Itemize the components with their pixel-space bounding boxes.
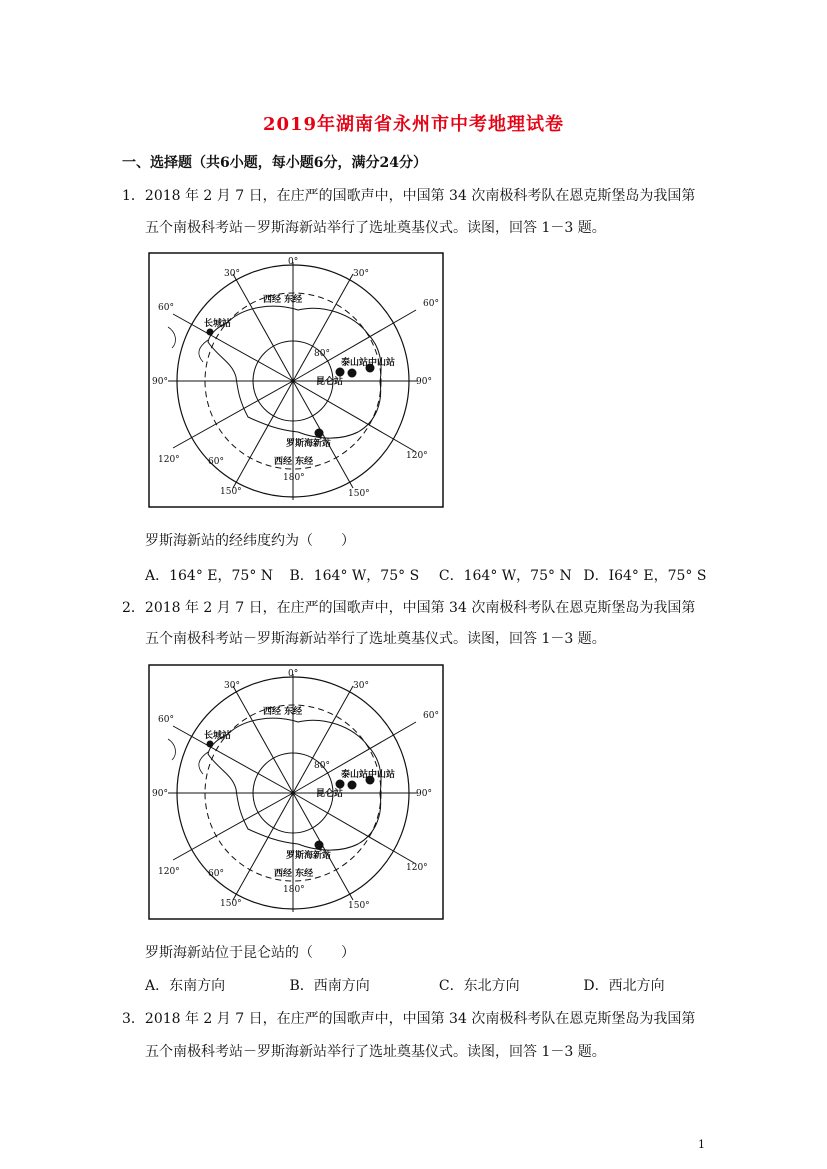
kunlun-station-dot xyxy=(336,368,345,377)
label-west-east-bottom: 西经 东经 xyxy=(274,869,314,879)
label-lat80: 80° xyxy=(314,349,330,359)
taishan-station-dot xyxy=(348,781,357,790)
label-west-east-top: 西经 东经 xyxy=(263,707,303,717)
label-60w: 60° xyxy=(158,303,174,313)
label-0: 0° xyxy=(288,257,299,267)
label-30w: 30° xyxy=(224,681,240,691)
antarctica-map-2 xyxy=(148,664,444,920)
label-120e: 120° xyxy=(406,863,428,873)
label-90w: 90° xyxy=(152,789,168,799)
label-150w: 150° xyxy=(220,899,242,909)
label-west-east-top: 西经 东经 xyxy=(263,295,303,305)
q2-option-b[interactable]: B．西南方向 xyxy=(289,978,370,994)
changcheng-station-dot xyxy=(207,741,214,748)
label-changcheng: 长城站 xyxy=(204,319,232,329)
q1-stem-line2: 五个南极科考站－罗斯海新站举行了选址奠基仪式。读图，回答 1－3 题。 xyxy=(145,220,606,236)
q2-option-a[interactable]: A．东南方向 xyxy=(145,978,226,994)
q1-option-a[interactable]: A．164° E，75° N xyxy=(145,568,274,584)
antarctica-map-svg xyxy=(148,252,444,508)
q2-option-d[interactable]: D．西北方向 xyxy=(583,978,665,994)
q1-option-b[interactable]: B．164° W，75° S xyxy=(289,568,420,584)
label-rossi: 罗斯海新站 xyxy=(286,851,332,861)
label-90w: 90° xyxy=(152,377,168,387)
kunlun-station-dot xyxy=(336,780,345,789)
label-120w: 120° xyxy=(158,867,180,877)
label-120e: 120° xyxy=(406,451,428,461)
q1-option-c[interactable]: C．164° W，75° N xyxy=(438,568,572,584)
label-60e: 60° xyxy=(423,299,439,309)
label-west-east-bottom: 西经 东经 xyxy=(274,457,314,467)
q3-stem-line1: 3．2018 年 2 月 7 日，在庄严的国歌声中，中国第 34 次南极科考队在恩克斯堡岛为我国第 xyxy=(122,1011,696,1027)
label-30e: 30° xyxy=(353,681,369,691)
label-30e: 30° xyxy=(353,269,369,279)
q2-stem-line2: 五个南极科考站－罗斯海新站举行了选址奠基仪式。读图，回答 1－3 题。 xyxy=(145,631,606,647)
taishan-station-dot xyxy=(348,369,357,378)
label-lat80: 80° xyxy=(314,761,330,771)
q1-stem-line1: 1．2018 年 2 月 7 日，在庄严的国歌声中，中国第 34 次南极科考队在恩克斯堡岛为我国第 xyxy=(122,188,696,204)
q2-stem-line1: 2．2018 年 2 月 7 日，在庄严的国歌声中，中国第 34 次南极科考队在恩克斯堡岛为我国第 xyxy=(122,600,696,616)
rossi-station-dot xyxy=(315,429,324,438)
label-60w: 60° xyxy=(158,715,174,725)
q2-sub: 罗斯海新站位于昆仑站的（ ） xyxy=(145,945,355,961)
label-taishan: 泰山站 xyxy=(341,770,369,780)
label-taishan: 泰山站 xyxy=(341,358,369,368)
page-number: 1 xyxy=(698,1138,705,1151)
q1-options xyxy=(145,565,706,585)
section-heading: 一、选择题（共6小题，每小题6分，满分24分） xyxy=(122,155,427,171)
label-kunlun: 昆仑站 xyxy=(316,377,344,387)
label-kunlun: 昆仑站 xyxy=(316,789,344,799)
antarctica-map-svg xyxy=(148,664,444,920)
q2-options xyxy=(145,975,665,995)
q2-option-c[interactable]: C．东北方向 xyxy=(438,978,520,994)
q1-sub: 罗斯海新站的经纬度约为（ ） xyxy=(145,533,355,549)
rossi-station-dot xyxy=(315,841,324,850)
label-150e: 150° xyxy=(348,901,370,911)
changcheng-station-dot xyxy=(207,329,214,336)
label-changcheng: 长城站 xyxy=(204,731,232,741)
label-zhongshan: 中山站 xyxy=(368,770,396,780)
label-150e: 150° xyxy=(348,489,370,499)
label-zhongshan: 中山站 xyxy=(368,358,396,368)
label-lat60: 60° xyxy=(208,869,224,879)
label-90e: 90° xyxy=(416,377,432,387)
q3-stem-line2: 五个南极科考站－罗斯海新站举行了选址奠基仪式。读图，回答 1－3 题。 xyxy=(145,1044,606,1060)
label-0: 0° xyxy=(288,669,299,679)
label-180: 180° xyxy=(283,885,305,895)
page-title: 2019年湖南省永州市中考地理试卷 xyxy=(262,114,565,135)
label-60e: 60° xyxy=(423,711,439,721)
label-30w: 30° xyxy=(224,269,240,279)
label-lat60: 60° xyxy=(208,457,224,467)
q1-option-d[interactable]: D．I64° E，75° S xyxy=(583,568,707,584)
label-rossi: 罗斯海新站 xyxy=(286,439,332,449)
label-180: 180° xyxy=(283,473,305,483)
label-90e: 90° xyxy=(416,789,432,799)
label-150w: 150° xyxy=(220,487,242,497)
label-120w: 120° xyxy=(158,455,180,465)
antarctica-map-1 xyxy=(148,252,444,508)
